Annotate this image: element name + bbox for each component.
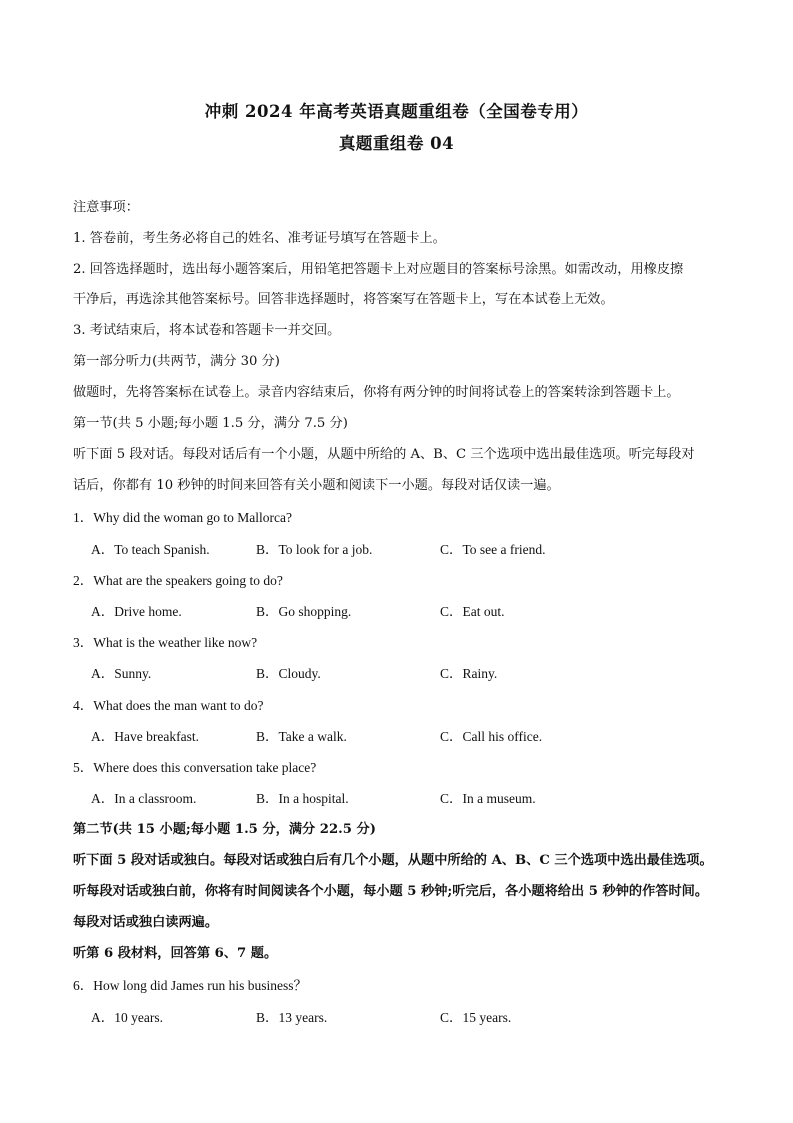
- question-1-option-c: C．To see a friend.: [440, 542, 546, 557]
- question-6-option-c: C．15 years.: [440, 1010, 512, 1025]
- section2-instruction-line-3: 每段对话或独白读两遍。: [73, 915, 219, 930]
- question-2-option-b: B．Go shopping.: [256, 604, 352, 619]
- question-6: 6．How long did James run his business？: [73, 978, 307, 993]
- question-1-option-b: B．To look for a job.: [256, 542, 373, 557]
- question-5: 5．Where does this conversation take place?: [73, 760, 317, 775]
- question-5-option-a: A．In a classroom.: [91, 791, 197, 806]
- section2-heading: 第二节(共 15 小题;每小题 1.5 分，满分 22.5 分): [73, 822, 376, 837]
- question-4-option-a: A．Have breakfast.: [91, 729, 199, 744]
- question-5-option-b: B．In a hospital.: [256, 791, 349, 806]
- question-1-option-a: A．To teach Spanish.: [91, 542, 210, 557]
- question-4-option-c: C．Call his office.: [440, 729, 543, 744]
- page-title: 冲刺 2024 年高考英语真题重组卷（全国卷专用）: [204, 102, 589, 121]
- section1-instruction-line-1: 听下面 5 段对话。每段对话后有一个小题，从题中所给的 A、B、C 三个选项中选出最佳选项。听完每段对: [73, 447, 695, 462]
- notice-heading: 注意事项：: [73, 200, 139, 215]
- question-6-option-a: A．10 years.: [91, 1010, 163, 1025]
- question-3-option-b: B．Cloudy.: [256, 666, 321, 681]
- part1-heading: 第一部分听力(共两节，满分 30 分): [73, 354, 280, 369]
- section2-instruction-line-1: 听下面 5 段对话或独白。每段对话或独白后有几个小题，从题中所给的 A、B、C 三个选项中选出最佳选项。: [73, 853, 713, 868]
- question-6-option-b: B．13 years.: [256, 1010, 328, 1025]
- section2-material-label: 听第 6 段材料，回答第 6、7 题。: [73, 946, 278, 961]
- question-3-option-a: A．Sunny.: [91, 666, 152, 681]
- section2-instruction-line-2: 听每段对话或独白前，你将有时间阅读各个小题，每小题 5 秒钟;听完后，各小题将给出 5 秒钟的作答时间。: [73, 884, 709, 899]
- question-2-option-c: C．Eat out.: [440, 604, 505, 619]
- notice-item-2-line-1: 2. 回答选择题时，选出每小题答案后，用铅笔把答题卡上对应题目的答案标号涂黑。如需改动，用橡皮擦: [73, 262, 684, 277]
- question-2-option-a: A．Drive home.: [91, 604, 182, 619]
- question-3: 3．What is the weather like now?: [73, 635, 258, 650]
- page-subtitle: 真题重组卷 04: [338, 134, 455, 153]
- part1-instruction: 做题时，先将答案标在试卷上。录音内容结束后，你将有两分钟的时间将试卷上的答案转涂到答题卡上。: [73, 385, 680, 400]
- section1-instruction-line-2: 话后，你都有 10 秒钟的时间来回答有关小题和阅读下一小题。每段对话仅读一遍。: [73, 478, 560, 493]
- question-5-option-c: C．In a museum.: [440, 791, 536, 806]
- question-4: 4．What does the man want to do?: [73, 698, 264, 713]
- notice-item-2-line-2: 干净后，再选涂其他答案标号。回答非选择题时，将答案写在答题卡上，写在本试卷上无效。: [73, 292, 614, 307]
- question-3-option-c: C．Rainy.: [440, 666, 498, 681]
- notice-item-3: 3. 考试结束后，将本试卷和答题卡一并交回。: [73, 323, 341, 338]
- question-1: 1．Why did the woman go to Mallorca?: [73, 510, 292, 525]
- question-2: 2．What are the speakers going to do?: [73, 573, 283, 588]
- notice-item-1: 1. 答卷前，考生务必将自己的姓名、准考证号填写在答题卡上。: [73, 231, 446, 246]
- question-4-option-b: B．Take a walk.: [256, 729, 347, 744]
- section1-heading: 第一节(共 5 小题;每小题 1.5 分，满分 7.5 分): [73, 416, 348, 431]
